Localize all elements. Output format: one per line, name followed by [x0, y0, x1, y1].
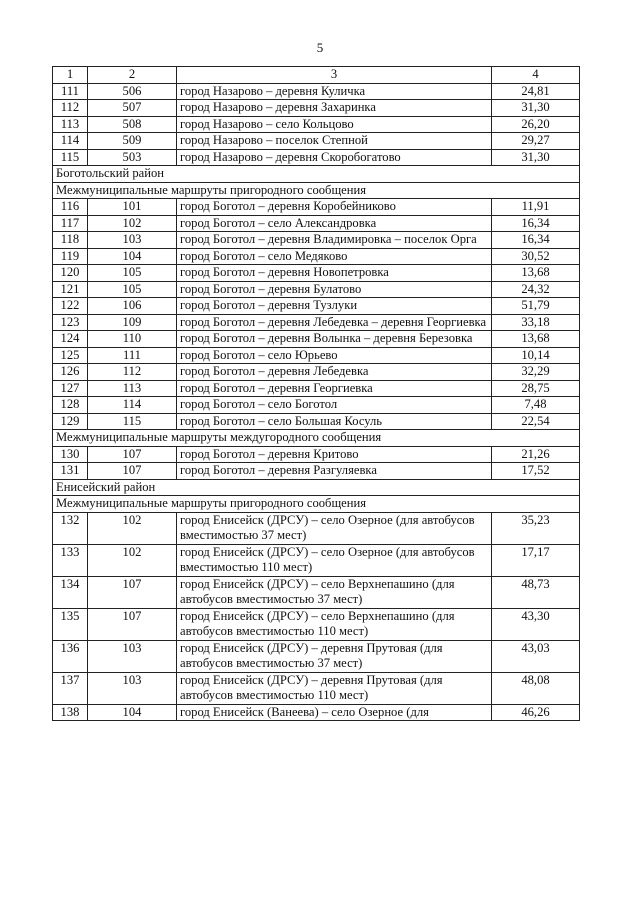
row-number: 128: [53, 397, 88, 414]
row-number: 111: [53, 83, 88, 100]
route-value: 7,48: [492, 397, 580, 414]
route-number: 103: [88, 672, 177, 704]
route-name: город Енисейск (ДРСУ) – село Верхнепашино (для автобусов вместимостью 110 мест): [177, 608, 492, 640]
route-value: 11,91: [492, 199, 580, 216]
section-title: Межмуниципальные маршруты междугородного сообщения: [53, 430, 580, 447]
route-value: 16,34: [492, 215, 580, 232]
row-number: 137: [53, 672, 88, 704]
route-number: 101: [88, 199, 177, 216]
route-number: 507: [88, 100, 177, 117]
route-name: город Назарово – поселок Степной: [177, 133, 492, 150]
route-number: 508: [88, 116, 177, 133]
row-number: 123: [53, 314, 88, 331]
route-value: 17,17: [492, 544, 580, 576]
route-name: город Боготол – деревня Коробейниково: [177, 199, 492, 216]
route-number: 104: [88, 704, 177, 721]
route-value: 29,27: [492, 133, 580, 150]
table-row: [53, 446, 580, 463]
route-name: город Енисейск (ДРСУ) – село Верхнепашино (для автобусов вместимостью 37 мест): [177, 576, 492, 608]
route-number: 107: [88, 446, 177, 463]
route-number: 115: [88, 413, 177, 430]
route-number: 110: [88, 331, 177, 348]
row-number: 116: [53, 199, 88, 216]
table-row: [53, 413, 580, 430]
table-row: [53, 298, 580, 315]
route-name: город Енисейск (ДРСУ) – деревня Прутовая (для автобусов вместимостью 110 мест): [177, 672, 492, 704]
section-header-row: [53, 496, 580, 513]
table-row: [53, 608, 580, 640]
route-name: город Боготол – деревня Новопетровка: [177, 265, 492, 282]
route-name: город Назарово – деревня Куличка: [177, 83, 492, 100]
row-number: 113: [53, 116, 88, 133]
page-number: 5: [316, 40, 324, 55]
header-col-3: 3: [177, 67, 492, 84]
route-name: город Боготол – село Боготол: [177, 397, 492, 414]
route-number: 104: [88, 248, 177, 265]
route-number: 105: [88, 281, 177, 298]
table-row: [53, 265, 580, 282]
section-header-row: [53, 182, 580, 199]
table-row: [53, 576, 580, 608]
row-number: 115: [53, 149, 88, 166]
route-number: 113: [88, 380, 177, 397]
table-row: [53, 248, 580, 265]
route-value: 31,30: [492, 100, 580, 117]
row-number: 118: [53, 232, 88, 249]
route-value: 17,52: [492, 463, 580, 480]
table-row: [53, 347, 580, 364]
route-number: 103: [88, 232, 177, 249]
row-number: 135: [53, 608, 88, 640]
route-name: город Боготол – село Медяково: [177, 248, 492, 265]
route-name: город Назарово – деревня Захаринка: [177, 100, 492, 117]
route-value: 35,23: [492, 512, 580, 544]
table-row: [53, 149, 580, 166]
route-value: 28,75: [492, 380, 580, 397]
route-value: 16,34: [492, 232, 580, 249]
row-number: 126: [53, 364, 88, 381]
route-number: 102: [88, 215, 177, 232]
table-row: [53, 397, 580, 414]
route-value: 24,32: [492, 281, 580, 298]
section-title: Межмуниципальные маршруты пригородного сообщения: [53, 182, 580, 199]
route-number: 102: [88, 512, 177, 544]
route-number: 112: [88, 364, 177, 381]
route-number: 506: [88, 83, 177, 100]
row-number: 124: [53, 331, 88, 348]
route-value: 24,81: [492, 83, 580, 100]
row-number: 114: [53, 133, 88, 150]
row-number: 134: [53, 576, 88, 608]
section-header-row: [53, 430, 580, 447]
section-header-row: [53, 166, 580, 183]
table-row: [53, 704, 580, 721]
table-row: [53, 83, 580, 100]
row-number: 121: [53, 281, 88, 298]
route-value: 51,79: [492, 298, 580, 315]
row-number: 138: [53, 704, 88, 721]
table-row: [53, 380, 580, 397]
section-title: Боготольский район: [53, 166, 580, 183]
table-row: [53, 281, 580, 298]
table-row: [53, 331, 580, 348]
header-col-2: 2: [88, 67, 177, 84]
table-row: [53, 133, 580, 150]
route-number: 111: [88, 347, 177, 364]
route-name: город Назарово – село Кольцово: [177, 116, 492, 133]
route-name: город Енисейск (ДРСУ) – село Озерное (для автобусов вместимостью 37 мест): [177, 512, 492, 544]
table-row: [53, 215, 580, 232]
row-number: 133: [53, 544, 88, 576]
route-name: город Боготол – деревня Волынка – деревня Березовка: [177, 331, 492, 348]
route-name: город Боготол – деревня Разгуляевка: [177, 463, 492, 480]
row-number: 117: [53, 215, 88, 232]
route-value: 48,73: [492, 576, 580, 608]
route-value: 48,08: [492, 672, 580, 704]
route-value: 43,03: [492, 640, 580, 672]
route-value: 26,20: [492, 116, 580, 133]
route-number: 107: [88, 576, 177, 608]
table-row: [53, 672, 580, 704]
route-name: город Боготол – деревня Критово: [177, 446, 492, 463]
route-name: город Боготол – село Большая Косуль: [177, 413, 492, 430]
row-number: 119: [53, 248, 88, 265]
route-name: город Боготол – деревня Георгиевка: [177, 380, 492, 397]
table-row: [53, 199, 580, 216]
route-number: 503: [88, 149, 177, 166]
table-row: [53, 100, 580, 117]
route-value: 13,68: [492, 331, 580, 348]
section-title: Енисейский район: [53, 479, 580, 496]
row-number: 136: [53, 640, 88, 672]
header-col-4: 4: [492, 67, 580, 84]
route-name: город Боготол – деревня Владимировка – поселок Орга: [177, 232, 492, 249]
table-header-row: [53, 67, 580, 84]
section-title: Межмуниципальные маршруты пригородного сообщения: [53, 496, 580, 513]
route-value: 30,52: [492, 248, 580, 265]
route-name: город Боготол – село Юрьево: [177, 347, 492, 364]
route-value: 13,68: [492, 265, 580, 282]
route-number: 107: [88, 463, 177, 480]
header-col-1: 1: [53, 67, 88, 84]
route-number: 114: [88, 397, 177, 414]
row-number: 131: [53, 463, 88, 480]
route-number: 107: [88, 608, 177, 640]
route-number: 106: [88, 298, 177, 315]
table-row: [53, 544, 580, 576]
route-number: 109: [88, 314, 177, 331]
route-value: 46,26: [492, 704, 580, 721]
table-row: [53, 463, 580, 480]
row-number: 132: [53, 512, 88, 544]
route-value: 43,30: [492, 608, 580, 640]
route-name: город Енисейск (Ванеева) – село Озерное (для: [177, 704, 492, 721]
route-value: 22,54: [492, 413, 580, 430]
row-number: 112: [53, 100, 88, 117]
route-value: 33,18: [492, 314, 580, 331]
table-row: [53, 364, 580, 381]
section-header-row: [53, 479, 580, 496]
route-name: город Назарово – деревня Скоробогатово: [177, 149, 492, 166]
route-number: 103: [88, 640, 177, 672]
route-name: город Енисейск (ДРСУ) – село Озерное (для автобусов вместимостью 110 мест): [177, 544, 492, 576]
row-number: 122: [53, 298, 88, 315]
row-number: 127: [53, 380, 88, 397]
row-number: 120: [53, 265, 88, 282]
row-number: 130: [53, 446, 88, 463]
route-name: город Боготол – деревня Тузлуки: [177, 298, 492, 315]
route-value: 21,26: [492, 446, 580, 463]
routes-table: [52, 66, 580, 721]
route-value: 31,30: [492, 149, 580, 166]
route-name: город Боготол – деревня Лебедевка: [177, 364, 492, 381]
route-name: город Боготол – деревня Лебедевка – деревня Георгиевка: [177, 314, 492, 331]
route-name: город Боготол – село Александровка: [177, 215, 492, 232]
table-row: [53, 314, 580, 331]
table-row: [53, 232, 580, 249]
table-row: [53, 640, 580, 672]
route-number: 102: [88, 544, 177, 576]
table-row: [53, 116, 580, 133]
route-value: 32,29: [492, 364, 580, 381]
route-number: 105: [88, 265, 177, 282]
table-row: [53, 512, 580, 544]
route-number: 509: [88, 133, 177, 150]
route-name: город Енисейск (ДРСУ) – деревня Прутовая (для автобусов вместимостью 37 мест): [177, 640, 492, 672]
row-number: 129: [53, 413, 88, 430]
route-name: город Боготол – деревня Булатово: [177, 281, 492, 298]
route-value: 10,14: [492, 347, 580, 364]
row-number: 125: [53, 347, 88, 364]
